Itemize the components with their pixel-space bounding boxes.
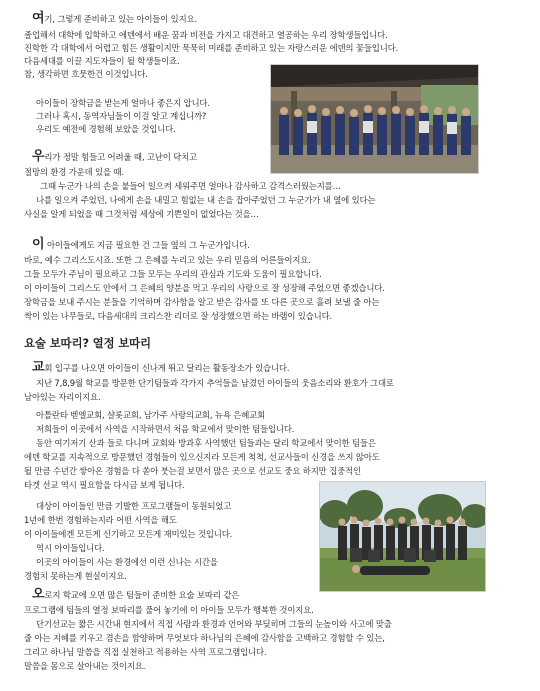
drop-initial: 이 [32,237,45,252]
paragraph-line: 역시 아이들입니다. [36,543,105,553]
paragraph-line: 타겟 선교 역시 필요함을 다시금 보게 됩니다. [24,480,185,490]
paragraph-line: 싹이 있는 나무들로, 다음세대의 크리스찬 리더로 잘 성장했으면 하는 바램이 있습니다. [24,311,333,321]
paragraph-line: 이곳의 아이들이 사는 환경에선 이런 신나는 시간을 [36,557,218,567]
paragraph-line: 그리고 하나님 말씀을 직접 실천하고 적용하는 사역 프로그램입니다. [24,647,267,657]
text-span: 회 입구를 나오면 아이들이 신나게 뛰고 달리는 활동장소가 있습니다. [44,363,290,373]
paragraph-line: 절망의 환경 가운데 있을 때. [24,167,124,177]
paragraph-line: 대상이 아이들인 만큼 기발한 프로그램들이 동원되었고 [36,501,232,511]
drop-initial: 교 [32,360,45,375]
paragraph-line: 장학금을 보내 주시는 분들을 기억하며 감사함을 알고 받은 감사를 또 다른 곳으로 흘려 보낼 줄 아는 [24,297,380,307]
text-span: 리가 정말 힘들고 어려울 때, 고난이 닥치고 [44,152,197,162]
paragraph-line: 될 만큼 수년간 쌓아온 경험을 다 쏟아 붓는걸 보면서 많은 곳으로 선교도 중요 하지만 집중적인 [24,466,361,476]
paragraph-line: 우리도 예전에 경험해 보았을 것입니다. [36,124,176,134]
paragraph-line: 그들 모두가 주님이 필요하고 그들 모두는 우리의 관심과 기도와 도움이 필요합니다. [24,269,322,279]
text-span: 로지 학교에 오면 많은 팀들이 준비한 요술 보따리 같은 [44,590,240,600]
paragraph-line: 저희들이 이곳에서 사역을 시작하면서 처음 학교에서 맞이한 팀들입니다. [36,424,295,434]
paragraph-line: 동안 여기저기 산과 들로 다니며 교회와 방과후 사역했던 팀들과는 달리 학교에서 맞이한 팀들은 [36,438,376,448]
paragraph-line: 프로그램에 팀들의 열정 보따리를 풀어 놓기에 이 아이들 모두가 행복한 것이지요. [24,605,314,615]
paragraph-line [32,150,197,164]
paragraph-line: 그러나 혹시, 동역자님들이 이걸 알고 계십니까? [36,111,207,121]
paragraph-line: 경험치 못하는게 현실이지요. [24,571,127,581]
paragraph-line: 다음세대를 이끌 지도자들이 될 학생들이죠. [24,56,180,66]
paragraph-line: 에덴 학교를 지속적으로 방문했던 경험들이 있으신지라 모든게 척척, 선교사들이 신경을 쓰지 않아도 [24,452,380,462]
paragraph-line [32,12,197,26]
paragraph-line: 이 아이들에겐 모든게 신기하고 모든게 재미있는 것입니다. [24,529,233,539]
paragraph-line [32,588,239,602]
paragraph-line: 줄 아는 지혜를 키우고 겸손을 함양하며 무엇보다 하나님의 은혜에 감사함을 고백하고 경험할 수 있는, [24,633,385,643]
group-photo-outdoor-image [320,482,485,591]
paragraph-line: 아이들이 장학금을 받는게 얼마나 좋은지 압니다. [36,98,210,108]
text-span: 기, 그렇게 준비하고 있는 아이들이 있지요. [44,14,197,24]
group-photo-outdoor [319,481,486,592]
paragraph-line: 지난 7,8,9월 학교를 방문한 단기팀들과 각가지 추억들을 남겼던 아이들의 웃음소리와 환호가 그대로 [36,378,394,388]
paragraph-line: 사실을 알게 되었을 때 그것처럼 세상에 기쁜일이 없었다는 것을… [24,209,259,219]
paragraph-line: 졸업해서 대학에 입학하고 에덴에서 배운 꿈과 비전을 가지고 대견하고 열공하는 우리 장학생들입니다. [24,30,388,40]
drop-initial: 오 [32,587,45,602]
paragraph-line [32,361,289,375]
paragraph-line: 진학한 각 대학에서 어렵고 힘든 생활이지만 묵묵히 미래를 준비하고 있는 자랑스러운 에덴의 꽃들입니다. [24,43,399,53]
drop-initial: 우 [32,149,45,164]
paragraph-line [32,238,250,252]
paragraph-line: 그때 누군가 나의 손을 붙들어 일으켜 세워주면 얼마나 감사하고 감격스러웠는지를… [40,181,341,191]
paragraph-line: 말씀을 몸으로 살아내는 것이지요. [24,661,146,671]
paragraph-line: 바로, 예수 그리스도시죠. 또한 그 은혜를 누리고 있는 우리 믿음의 어른들이지요. [24,255,311,265]
paragraph-line: 이 아이들이 그리스도 안에서 그 은혜의 양분을 먹고 우리의 사랑으로 잘 성장해 주었으면 좋겠습니다. [24,283,385,293]
paragraph-line: 단기선교는 짧은 시간내 현지에서 직접 사람과 환경과 언어와 부딪히며 그들의 눈높이와 사고에 맞출 [36,619,392,629]
group-photo-pavilion [270,64,479,174]
paragraph-line: 참, 생각하면 흐뭇한건 이것입니다. [24,69,148,79]
paragraph-line: 남아있는 자리이지요. [24,392,101,402]
text-span: 아이들에게도 지금 필요한 건 그들 옆의 그 누군가입니다. [46,240,250,250]
paragraph-line: 나를 일으켜 주었던, 나에게 손을 내밀고 힘없는 내 손을 잡아주었던 그 누군가가 내 옆에 있다는 [36,195,376,205]
group-photo-pavilion-image [271,65,478,173]
paragraph-line: 1년에 한번 경험하는지라 어떤 사역을 해도 [24,515,177,525]
section-heading: 요술 보따리? 열정 보따리 [24,336,151,350]
paragraph-line: 아틀란타 벧엘교회, 샬롯교회, 남가주 사랑의교회, 뉴욕 은혜교회 [36,410,266,420]
drop-initial: 여 [32,11,45,26]
